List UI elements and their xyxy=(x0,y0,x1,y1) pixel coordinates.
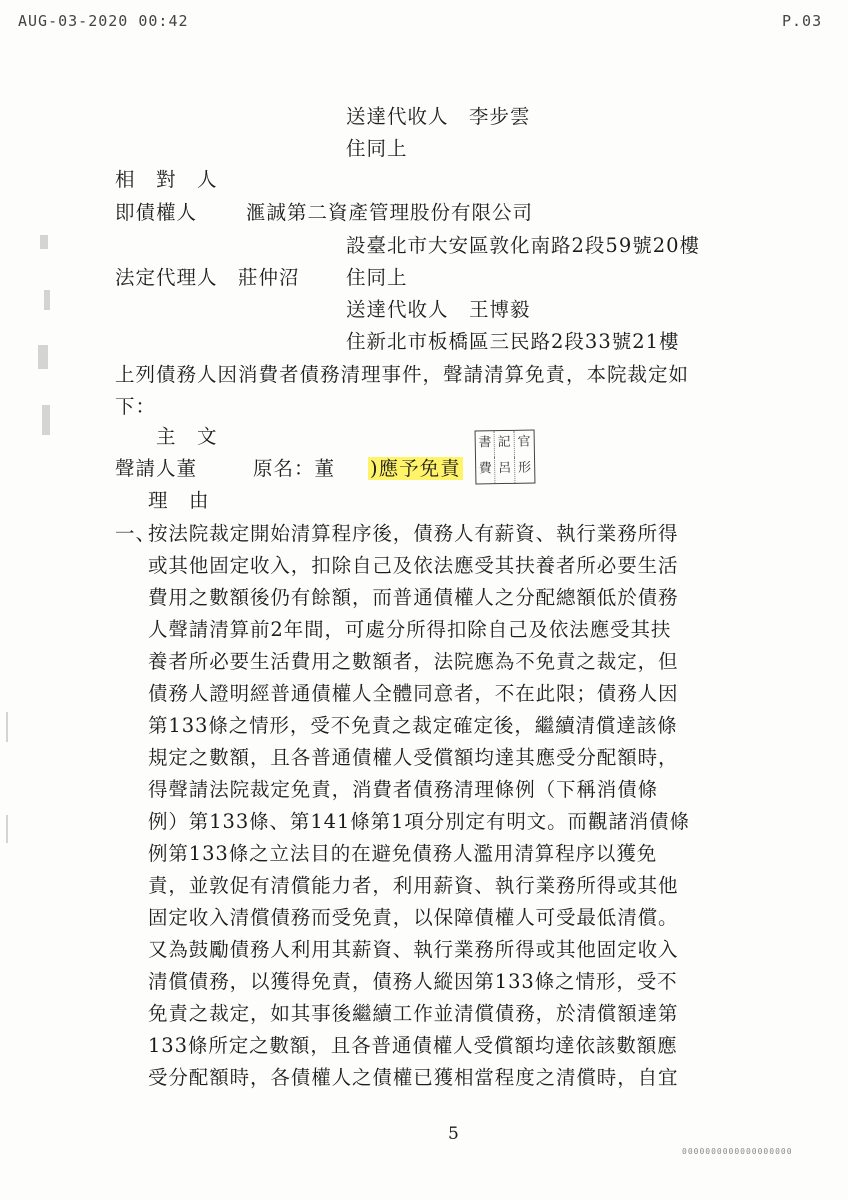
ruling-decision xyxy=(368,453,463,481)
fax-datetime: AUG-03-2020 00:42 xyxy=(18,12,189,30)
seal-char: 書 xyxy=(476,431,496,457)
party-line: 送達代收人 李步雲 xyxy=(346,105,531,128)
highlighted-decision: )應予免責 xyxy=(370,457,461,480)
reason-line: 清償債務，以獲得免責，債務人縱因第133條之情形，受不 xyxy=(148,970,678,993)
reason-line: 養者所必要生活費用之數額者，法院應為不免責之裁定，但 xyxy=(148,650,679,673)
party-label: 相 對 人 xyxy=(115,168,218,191)
scan-speck xyxy=(42,405,50,435)
scan-speck xyxy=(6,712,8,742)
reason-heading: 理 由 xyxy=(148,489,210,512)
reason-line: 得聲請法院裁定免責，消費者債務清理條例（下稱消債條 xyxy=(148,778,659,801)
seal-char: 費 xyxy=(476,457,496,483)
seal-char: 官 xyxy=(517,434,531,450)
party-line: 住同上 xyxy=(346,266,408,289)
footer-mark: 0000000000000000000 xyxy=(682,1147,793,1156)
scan-speck xyxy=(6,815,8,843)
item-marker: 一、 xyxy=(115,522,157,545)
ruling-applicant: 聲請人董 xyxy=(115,457,198,480)
party-line: 住同上 xyxy=(346,137,408,160)
fax-page-number: P.03 xyxy=(782,12,823,30)
seal-char: 記 xyxy=(495,431,515,457)
reason-line: 固定收入清償債務而受免責，以保障債權人可受最低清償。 xyxy=(148,906,679,929)
reason-line: 或其他固定收入，扣除自己及依法應受其扶養者所必要生活 xyxy=(148,554,679,577)
scan-speck xyxy=(40,235,48,249)
reason-line: 受分配額時，各債權人之債權已獲相當程度之清償時，自宜 xyxy=(148,1066,679,1089)
scan-speck xyxy=(38,345,48,369)
party-label: 即債權人 xyxy=(115,201,198,224)
ruling-original-name: 原名：董 xyxy=(253,457,336,480)
reason-line: 人聲請清算前2年間，可處分所得扣除自己及依法應受其扶 xyxy=(148,618,672,641)
reason-line: 例第133條之立法目的在避免債務人濫用清算程序以獲免 xyxy=(148,842,658,865)
creditor-name: 滙誠第二資產管理股份有限公司 xyxy=(246,201,534,224)
party-label: 法定代理人 莊仲沼 xyxy=(115,266,300,289)
reason-line: 費用之數額後仍有餘額，而普通債權人之分配總額低於債務 xyxy=(148,586,679,609)
reason-line: 又為鼓勵債務人利用其薪資、執行業務所得或其他固定收入 xyxy=(148,938,679,961)
intro-line: 上列債務人因消費者債務清理事件，聲請清算免責，本院裁定如 xyxy=(115,363,690,386)
scan-speck xyxy=(44,290,50,310)
main-heading: 主 文 xyxy=(156,425,218,448)
page-number: 5 xyxy=(448,1124,460,1144)
party-line: 設臺北市大安區敦化南路2段59號20樓 xyxy=(346,234,701,257)
reason-line: 按法院裁定開始清算程序後，債務人有薪資、執行業務所得 xyxy=(148,522,679,545)
reason-line: 債務人證明經普通債權人全體同意者，不在此限；債務人因 xyxy=(148,682,679,705)
party-line: 住新北市板橋區三民路2段33號21樓 xyxy=(346,330,680,353)
intro-line: 下： xyxy=(115,395,157,418)
reason-line: 責，並敦促有清償能力者，利用薪資、執行業務所得或其他 xyxy=(148,874,679,897)
clerk-seal xyxy=(475,429,536,484)
reason-line: 例）第133條、第141條第1項分別定有明文。而觀諸消債條 xyxy=(148,810,690,833)
reason-line: 規定之數額，且各普通債權人受償額均達其應受分配額時， xyxy=(148,746,679,769)
seal-char: 形 xyxy=(517,460,532,476)
reason-line: 第133條之情形，受不免責之裁定確定後，繼續清償達該條 xyxy=(148,714,678,737)
reason-line: 免責之裁定，如其事後繼續工作並清償債務，於清償額達第 xyxy=(148,1002,679,1025)
seal-char: 呂 xyxy=(495,457,515,483)
party-line: 送達代收人 王博毅 xyxy=(346,298,531,321)
reason-line: 133條所定之數額，且各普通債權人受償額均達依該數額應 xyxy=(148,1034,678,1057)
